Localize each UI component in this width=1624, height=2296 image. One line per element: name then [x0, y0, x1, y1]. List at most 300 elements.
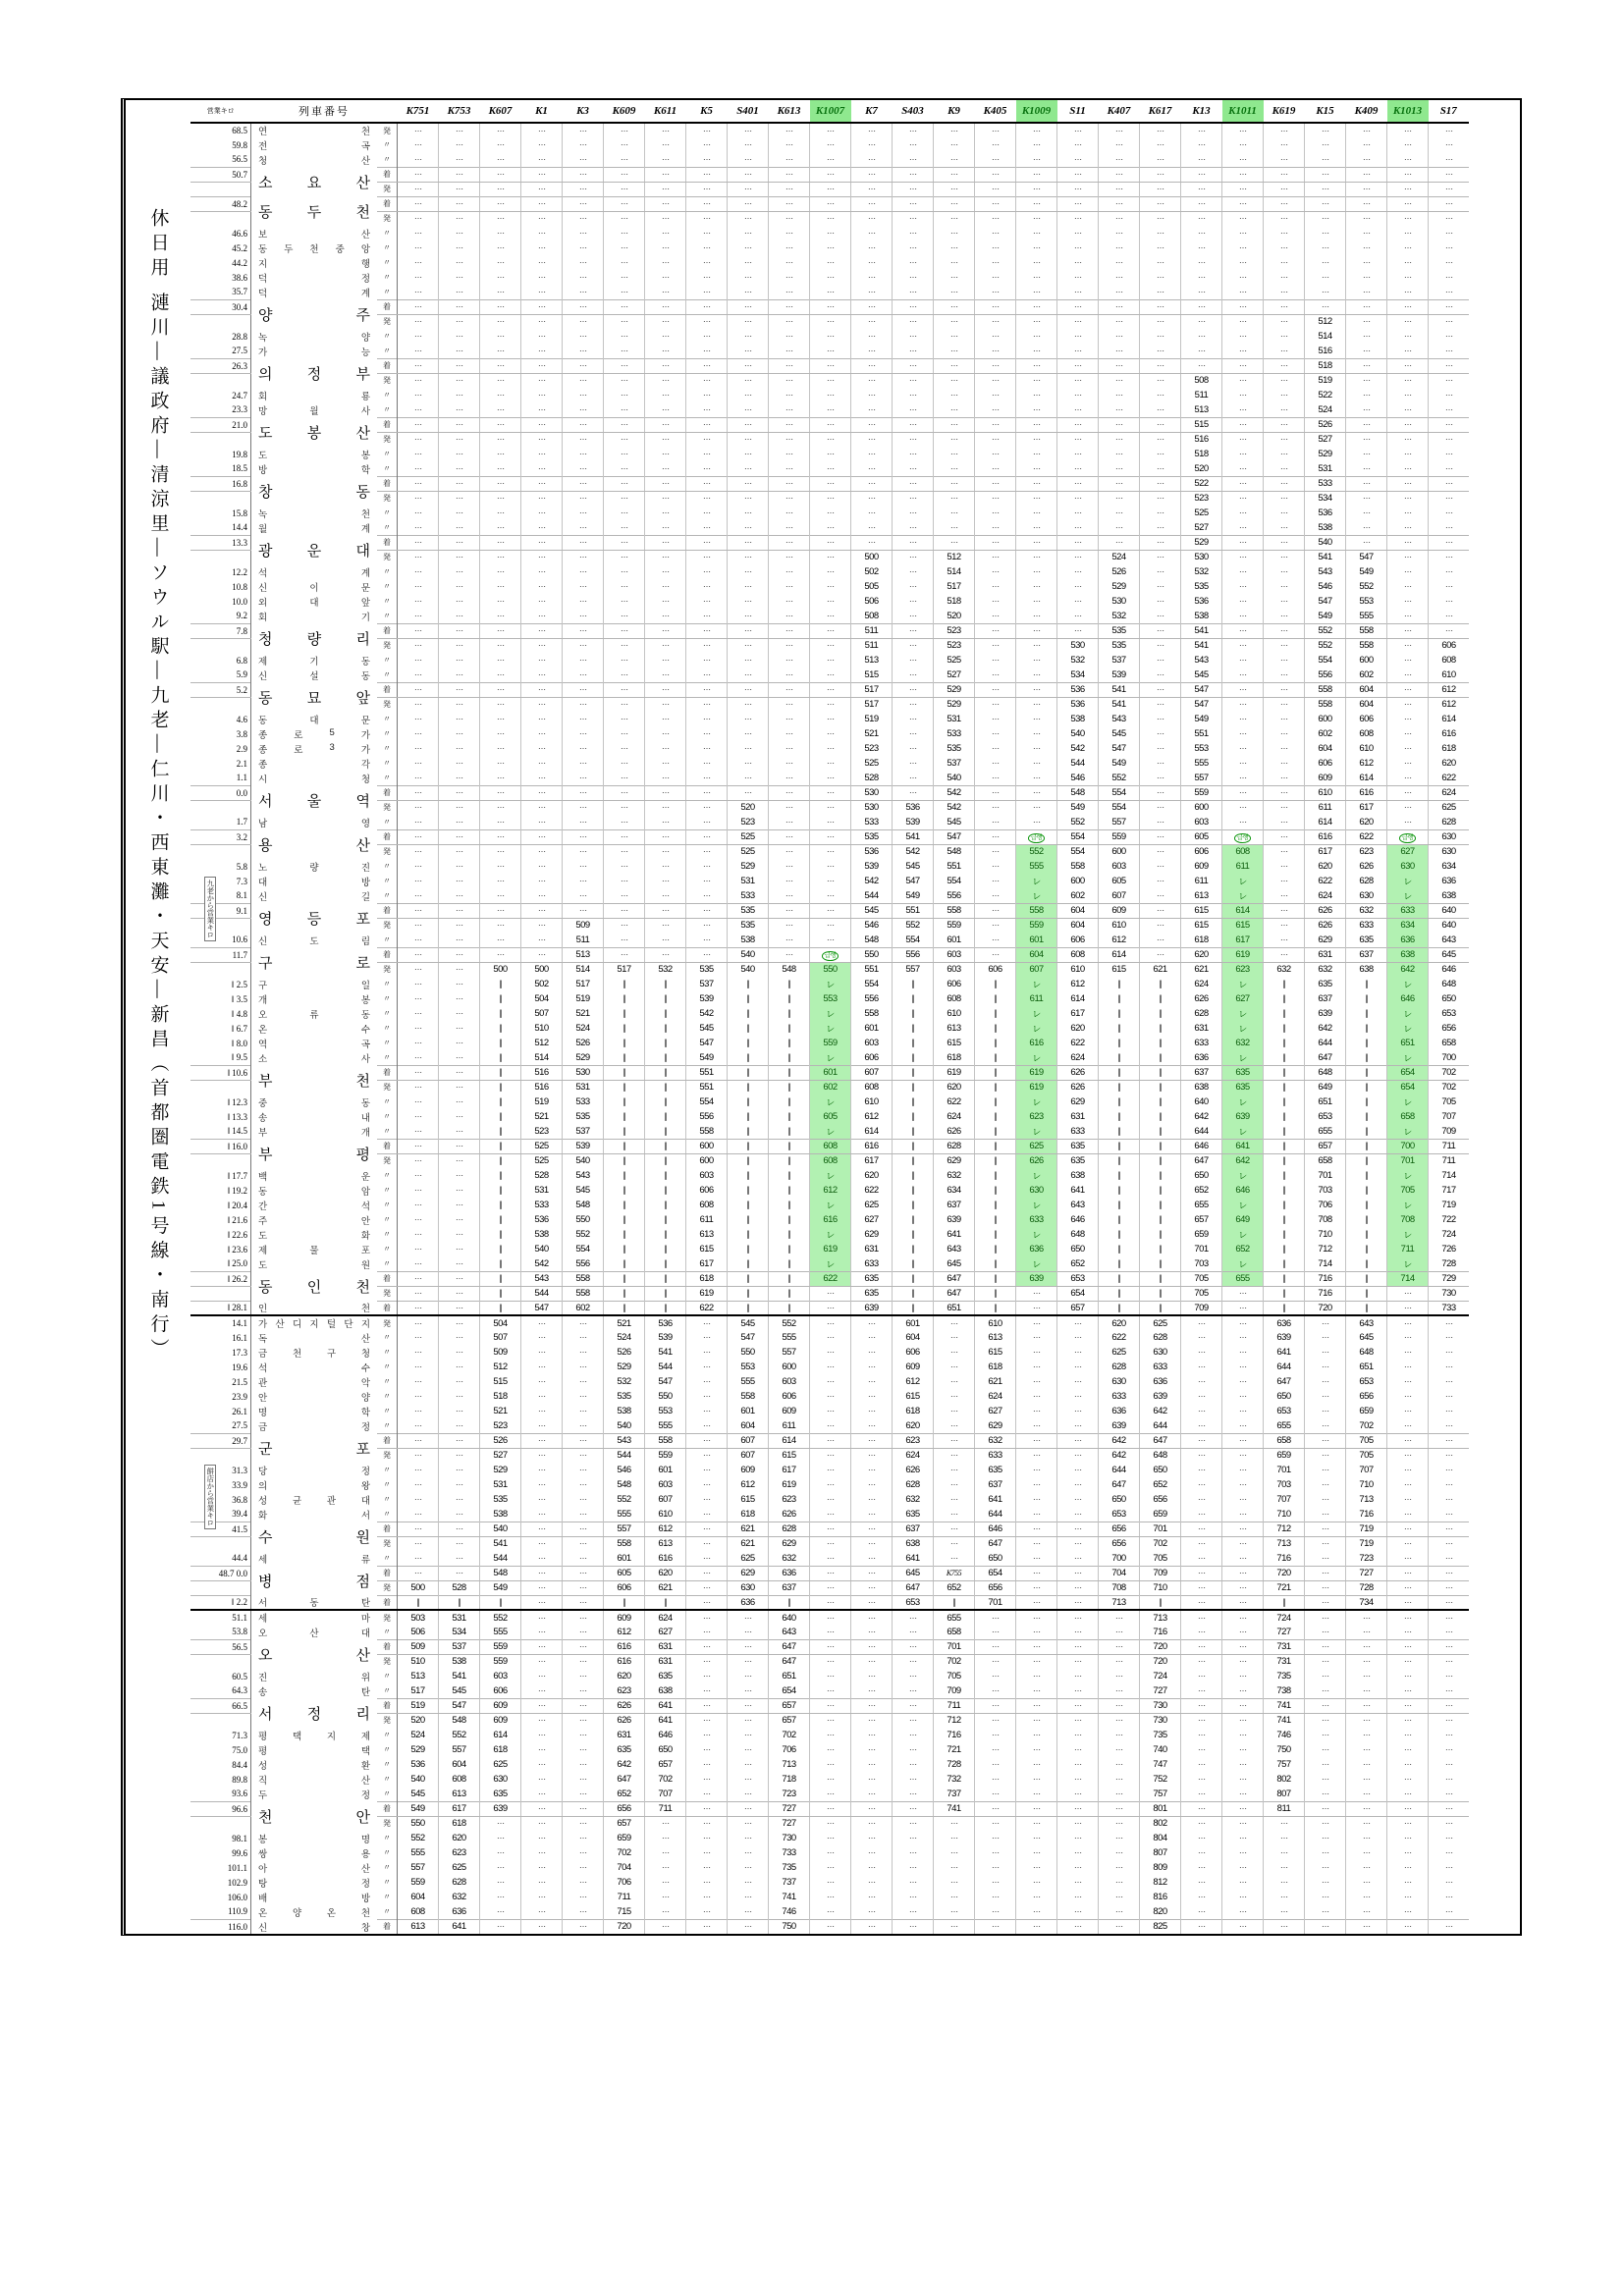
time-cell: 500 [398, 1580, 439, 1595]
no-section-cell [1264, 1183, 1305, 1198]
empty-cell [604, 270, 645, 285]
section-bar: ∥ [993, 1273, 998, 1283]
empty-cell [769, 329, 810, 344]
empty-cell [521, 579, 563, 594]
no-service-dots: ⋯ [1445, 1480, 1452, 1489]
time-cell: 530 [851, 800, 893, 815]
empty-cell [1140, 667, 1181, 682]
station-row [190, 1492, 1469, 1507]
time-cell: 504 [521, 991, 563, 1006]
no-service-dots: ⋯ [456, 715, 462, 723]
no-service-dots: ⋯ [414, 494, 421, 504]
time-cell: 541 [1099, 682, 1140, 697]
no-section-cell [1264, 1271, 1305, 1286]
no-service-dots: ⋯ [414, 1362, 421, 1371]
arrive-depart-mark: 〃 [377, 977, 398, 991]
no-service-dots: ⋯ [1239, 404, 1246, 414]
no-service-dots: ⋯ [1445, 597, 1452, 606]
empty-cell [604, 933, 645, 947]
distance-cell [190, 1153, 251, 1168]
no-section-cell [1099, 1242, 1140, 1256]
no-service-dots: ⋯ [1198, 287, 1205, 296]
section-bar: ∥ [1158, 1273, 1163, 1283]
empty-cell [1429, 1477, 1470, 1492]
no-service-dots: ⋯ [414, 302, 421, 311]
no-service-dots: ⋯ [909, 641, 916, 651]
empty-cell [975, 933, 1016, 947]
time-cell: 536 [521, 1212, 563, 1227]
no-service-dots: ⋯ [497, 346, 504, 355]
time-cell: 635 [1057, 1153, 1099, 1168]
section-bar: ∥ [622, 1023, 626, 1033]
time-cell: 654 [1057, 1286, 1099, 1301]
empty-cell [893, 182, 934, 196]
no-service-dots: ⋯ [1074, 199, 1081, 208]
empty-cell [645, 432, 686, 447]
section-bar: ∥ [622, 1008, 626, 1018]
distance-cell: 2.9 [190, 741, 251, 756]
no-service-dots: ⋯ [579, 1377, 586, 1386]
no-service-dots: ⋯ [1322, 170, 1328, 179]
empty-cell [686, 1492, 728, 1507]
no-service-dots: ⋯ [827, 1318, 834, 1328]
no-section-cell [645, 1080, 686, 1095]
time-cell: 721 [1264, 1580, 1305, 1595]
time-cell: 713 [1140, 1610, 1181, 1625]
empty-cell [398, 535, 439, 550]
time-cell: 550 [645, 1389, 686, 1404]
no-service-dots: ⋯ [1157, 522, 1164, 532]
empty-cell [1264, 491, 1305, 506]
arrive-depart-mark: 〃 [377, 137, 398, 152]
station-name: 창 동 [258, 483, 370, 501]
time-cell: 635 [851, 1286, 893, 1301]
no-service-dots: ⋯ [950, 1318, 957, 1328]
no-section-cell [645, 1595, 686, 1610]
empty-cell [563, 1315, 604, 1330]
empty-cell [769, 815, 810, 829]
no-section-cell [975, 1095, 1016, 1109]
express-skip-mark: レ [826, 1097, 835, 1107]
time-cell: 705 [1346, 1448, 1387, 1463]
time-cell: 519 [1305, 373, 1346, 388]
empty-cell [439, 1198, 480, 1212]
no-service-dots: ⋯ [703, 1613, 710, 1623]
empty-cell [1429, 182, 1470, 196]
time-cell: 637 [1181, 1065, 1222, 1080]
empty-cell [975, 1625, 1016, 1639]
empty-cell [1222, 1551, 1264, 1566]
empty-cell [604, 506, 645, 520]
no-service-dots: ⋯ [1198, 302, 1205, 311]
no-service-dots: ⋯ [1239, 1392, 1246, 1401]
empty-cell [1181, 314, 1222, 329]
section-bar: ∥ [1281, 1214, 1286, 1224]
empty-cell [769, 535, 810, 550]
empty-cell [1057, 1360, 1099, 1374]
empty-cell [398, 1551, 439, 1566]
empty-cell [810, 1433, 851, 1448]
no-service-dots: ⋯ [456, 877, 462, 885]
station-row [190, 1050, 1469, 1065]
arrive-depart-mark: 着 [377, 829, 398, 844]
empty-cell [521, 432, 563, 447]
no-service-dots: ⋯ [868, 229, 875, 238]
no-section-cell [769, 1006, 810, 1021]
empty-cell [975, 535, 1016, 550]
empty-cell [1429, 1492, 1470, 1507]
section-bar: ∥ [663, 1288, 668, 1298]
no-service-dots: ⋯ [538, 626, 545, 635]
empty-cell [893, 535, 934, 550]
empty-cell [439, 1065, 480, 1080]
no-service-dots: ⋯ [868, 1333, 875, 1342]
empty-cell [1222, 388, 1264, 402]
empty-cell [810, 1374, 851, 1389]
empty-cell [563, 1625, 604, 1639]
no-section-cell [480, 1227, 521, 1242]
section-bar: ∥ [498, 1229, 503, 1239]
empty-cell [728, 771, 769, 785]
arrive-depart-mark: 〃 [377, 1242, 398, 1256]
no-service-dots: ⋯ [785, 287, 792, 296]
distance-cell: ‖ 16.0 [190, 1139, 251, 1153]
no-service-dots: ⋯ [662, 450, 669, 458]
empty-cell [439, 771, 480, 785]
empty-cell [1140, 579, 1181, 594]
no-service-dots: ⋯ [1322, 287, 1328, 296]
empty-cell [686, 152, 728, 167]
no-service-dots: ⋯ [909, 450, 916, 458]
no-service-dots: ⋯ [909, 759, 916, 768]
train-number-header: 列車番号 [251, 100, 398, 123]
no-service-dots: ⋯ [456, 1009, 462, 1018]
no-section-cell [1140, 1139, 1181, 1153]
no-service-dots: ⋯ [1115, 229, 1122, 238]
no-service-dots: ⋯ [497, 302, 504, 311]
time-cell: 601 [728, 1404, 769, 1418]
empty-cell [934, 240, 975, 255]
no-service-dots: ⋯ [744, 154, 751, 164]
no-service-dots: ⋯ [414, 1480, 421, 1489]
empty-cell [480, 447, 521, 461]
section-bar: ∥ [622, 1038, 626, 1047]
empty-cell [563, 756, 604, 771]
empty-cell [934, 1433, 975, 1448]
no-service-dots: ⋯ [414, 170, 421, 179]
empty-cell [1222, 623, 1264, 638]
empty-cell [686, 476, 728, 491]
empty-cell [1305, 196, 1346, 211]
no-section-cell [769, 1080, 810, 1095]
no-service-dots: ⋯ [827, 302, 834, 311]
empty-cell [769, 697, 810, 712]
section-bar: ∥ [910, 1067, 915, 1077]
section-bar: ∥ [910, 1125, 915, 1136]
empty-cell [1264, 344, 1305, 358]
station-name: 청 량 리 [258, 630, 370, 648]
empty-cell [1057, 344, 1099, 358]
no-service-dots: ⋯ [1322, 229, 1328, 238]
no-service-dots: ⋯ [579, 803, 586, 813]
no-service-dots: ⋯ [621, 126, 627, 135]
arrive-depart-mark: 〃 [377, 1330, 398, 1345]
no-service-dots: ⋯ [1157, 567, 1164, 576]
empty-cell [398, 800, 439, 815]
no-service-dots: ⋯ [1033, 759, 1040, 768]
no-service-dots: ⋯ [497, 877, 504, 885]
time-cell: 604 [1346, 682, 1387, 697]
empty-cell [1222, 476, 1264, 491]
no-service-dots: ⋯ [1157, 847, 1164, 857]
empty-cell [1016, 1389, 1057, 1404]
empty-cell [1429, 461, 1470, 476]
time-cell: 614 [1222, 903, 1264, 918]
no-service-dots: ⋯ [785, 950, 792, 959]
time-cell: 624 [1429, 785, 1470, 800]
time-cell: 642 [1140, 1404, 1181, 1418]
time-cell: 514 [563, 962, 604, 977]
distance-cell [190, 1448, 251, 1463]
no-service-dots: ⋯ [1033, 185, 1040, 193]
empty-cell [1016, 1463, 1057, 1477]
empty-cell [934, 255, 975, 270]
no-service-dots: ⋯ [744, 229, 751, 238]
time-cell: 533 [1305, 476, 1346, 491]
no-service-dots: ⋯ [1445, 229, 1452, 238]
station-name: 송 내 [258, 1112, 370, 1124]
no-service-dots: ⋯ [414, 287, 421, 296]
time-cell: 548 [480, 1566, 521, 1580]
no-service-dots: ⋯ [868, 1420, 875, 1430]
time-cell: 613 [934, 1021, 975, 1036]
time-cell: 640 [1429, 918, 1470, 933]
no-service-dots: ⋯ [827, 522, 834, 532]
distance-cell [190, 844, 251, 859]
time-cell: 545 [893, 859, 934, 874]
no-section-cell [604, 1080, 645, 1095]
no-section-cell [975, 1109, 1016, 1124]
time-cell: 659 [1181, 1227, 1222, 1242]
time-cell: 648 [1057, 1227, 1099, 1242]
time-cell: 538 [728, 933, 769, 947]
empty-cell [521, 623, 563, 638]
no-service-dots: ⋯ [1198, 1613, 1205, 1623]
empty-cell [398, 962, 439, 977]
empty-cell [563, 255, 604, 270]
empty-cell [1429, 1433, 1470, 1448]
no-service-dots: ⋯ [1239, 214, 1246, 224]
empty-cell [1387, 682, 1429, 697]
station-name: 화 서 [258, 1510, 370, 1522]
no-service-dots: ⋯ [1445, 126, 1452, 135]
no-service-dots: ⋯ [1445, 154, 1452, 164]
no-service-dots: ⋯ [1074, 1362, 1081, 1371]
empty-cell [1305, 152, 1346, 167]
section-bar: ∥ [1364, 1229, 1369, 1239]
empty-cell [810, 137, 851, 152]
no-service-dots: ⋯ [456, 685, 462, 694]
no-service-dots: ⋯ [538, 1627, 545, 1636]
no-service-dots: ⋯ [538, 185, 545, 193]
empty-cell [1222, 550, 1264, 564]
section-bar: ∥ [993, 1125, 998, 1136]
no-service-dots: ⋯ [1157, 934, 1164, 944]
section-bar: ∥ [1281, 1155, 1286, 1166]
time-cell: 639 [1222, 1109, 1264, 1124]
no-service-dots: ⋯ [992, 921, 999, 931]
time-cell: 512 [480, 1360, 521, 1374]
empty-cell [1181, 255, 1222, 270]
distance-cell [190, 182, 251, 196]
no-service-dots: ⋯ [621, 759, 627, 768]
empty-cell [521, 609, 563, 623]
express-badge-cell [1016, 829, 1057, 844]
no-service-dots: ⋯ [744, 553, 751, 562]
time-cell: 644 [1140, 1418, 1181, 1433]
no-service-dots: ⋯ [1322, 1569, 1328, 1577]
empty-cell [439, 653, 480, 667]
no-section-cell [1099, 1198, 1140, 1212]
no-service-dots: ⋯ [579, 243, 586, 252]
station-row [190, 1551, 1469, 1566]
empty-cell [1140, 829, 1181, 844]
empty-cell [934, 344, 975, 358]
no-service-dots: ⋯ [1239, 1495, 1246, 1504]
no-service-dots: ⋯ [662, 921, 669, 931]
section-bar: ∥ [910, 1155, 915, 1166]
no-service-dots: ⋯ [1115, 494, 1122, 504]
time-cell: 532 [1181, 564, 1222, 579]
station-row [190, 1286, 1469, 1301]
time-cell: 618 [934, 1050, 975, 1065]
no-service-dots: ⋯ [1404, 744, 1411, 753]
time-cell: 530 [1057, 638, 1099, 653]
no-service-dots: ⋯ [497, 332, 504, 341]
empty-cell [521, 314, 563, 329]
no-service-dots: ⋯ [1445, 1333, 1452, 1342]
distance-cell: 8.1 [190, 888, 251, 903]
no-service-dots: ⋯ [827, 317, 834, 327]
section-bar: ∥ [745, 1008, 750, 1018]
time-cell: 705 [1429, 1095, 1470, 1109]
empty-cell [398, 1448, 439, 1463]
no-service-dots: ⋯ [785, 140, 792, 149]
empty-cell [1016, 299, 1057, 314]
empty-cell [1429, 1507, 1470, 1522]
no-service-dots: ⋯ [579, 788, 586, 797]
no-service-dots: ⋯ [1239, 597, 1246, 606]
section-bar: ∥ [663, 993, 668, 1003]
empty-cell [439, 447, 480, 461]
time-cell: 544 [645, 1360, 686, 1374]
empty-cell [563, 358, 604, 373]
skip-cell [1222, 1227, 1264, 1242]
station-row [190, 623, 1469, 638]
no-service-dots: ⋯ [497, 553, 504, 562]
no-service-dots: ⋯ [1445, 1377, 1452, 1386]
empty-cell [1057, 196, 1099, 211]
no-service-dots: ⋯ [456, 906, 462, 915]
section-bar: ∥ [993, 1257, 998, 1268]
no-service-dots: ⋯ [1074, 1392, 1081, 1401]
empty-cell [563, 1448, 604, 1463]
arrive-depart-mark: 〃 [377, 1036, 398, 1050]
no-service-dots: ⋯ [538, 582, 545, 591]
no-service-dots: ⋯ [538, 1613, 545, 1623]
distance-cell: 2.1 [190, 756, 251, 771]
empty-cell [521, 815, 563, 829]
no-service-dots: ⋯ [827, 773, 834, 782]
empty-cell [1181, 358, 1222, 373]
time-cell: 653 [1429, 1006, 1470, 1021]
no-service-dots: ⋯ [1322, 1597, 1328, 1607]
no-service-dots: ⋯ [1074, 1509, 1081, 1519]
time-cell: 650 [1140, 1463, 1181, 1477]
empty-cell [645, 933, 686, 947]
section-bar: ∥ [663, 1082, 668, 1093]
no-service-dots: ⋯ [950, 404, 957, 414]
empty-cell [1181, 196, 1222, 211]
empty-cell [728, 712, 769, 726]
time-cell: 632 [769, 1551, 810, 1566]
no-service-dots: ⋯ [497, 817, 504, 827]
empty-cell [521, 373, 563, 388]
no-service-dots: ⋯ [497, 435, 504, 445]
station-row [190, 314, 1469, 329]
no-service-dots: ⋯ [414, 553, 421, 562]
no-service-dots: ⋯ [1033, 1466, 1040, 1474]
no-service-dots: ⋯ [497, 611, 504, 620]
empty-cell [563, 682, 604, 697]
empty-cell [1222, 226, 1264, 240]
no-service-dots: ⋯ [662, 788, 669, 797]
distance-cell [190, 550, 251, 564]
no-service-dots: ⋯ [1198, 361, 1205, 370]
empty-cell [604, 888, 645, 903]
empty-cell [604, 211, 645, 226]
no-service-dots: ⋯ [827, 391, 834, 400]
empty-cell [728, 270, 769, 285]
empty-cell [439, 1301, 480, 1315]
section-bar: ∥ [745, 1082, 750, 1093]
empty-cell [810, 1301, 851, 1315]
empty-cell [934, 1522, 975, 1536]
time-cell: 608 [1222, 844, 1264, 859]
time-cell: 550 [563, 1212, 604, 1227]
arrive-depart-mark: 着 [377, 1566, 398, 1580]
no-service-dots: ⋯ [1157, 361, 1164, 370]
no-service-dots: ⋯ [1033, 1597, 1040, 1607]
no-service-dots: ⋯ [1280, 641, 1287, 651]
station-row [190, 800, 1469, 815]
empty-cell [398, 196, 439, 211]
empty-cell [439, 859, 480, 874]
distance-cell [190, 697, 251, 712]
no-section-cell [1140, 1286, 1181, 1301]
no-section-cell [645, 1065, 686, 1080]
empty-cell [810, 123, 851, 137]
no-service-dots: ⋯ [1157, 508, 1164, 517]
no-service-dots: ⋯ [868, 522, 875, 532]
no-service-dots: ⋯ [497, 669, 504, 679]
empty-cell [686, 329, 728, 344]
time-cell: 705 [1181, 1271, 1222, 1286]
no-service-dots: ⋯ [1404, 597, 1411, 606]
empty-cell [851, 491, 893, 506]
no-service-dots: ⋯ [703, 553, 710, 562]
empty-cell [439, 874, 480, 888]
